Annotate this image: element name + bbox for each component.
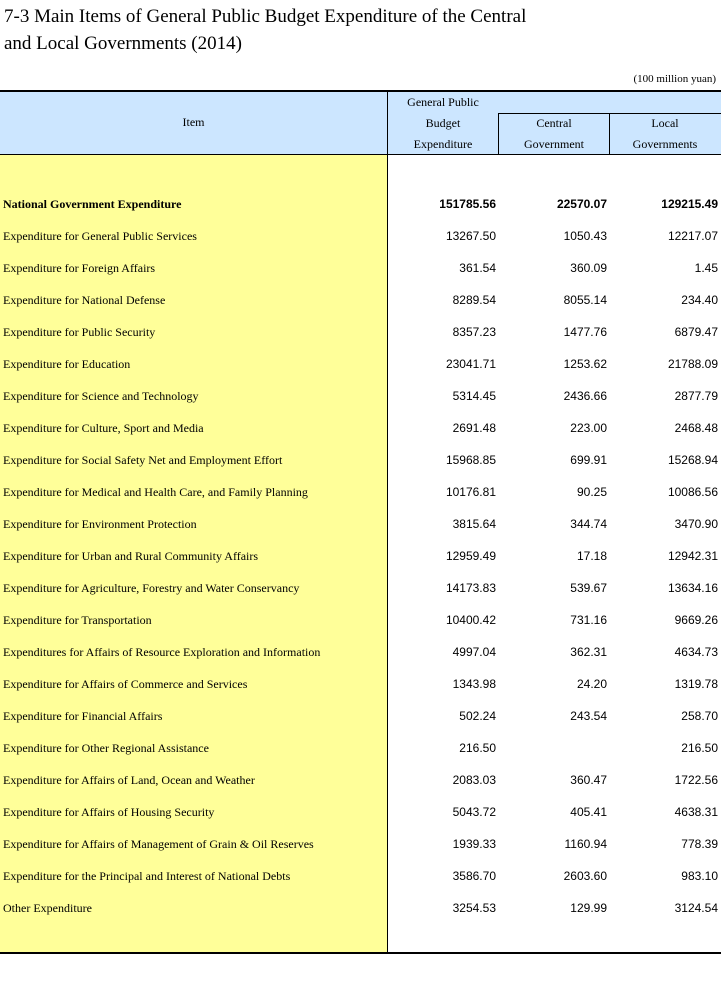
title-line-1: 7-3 Main Items of General Public Budget Expenditure of the Central	[4, 6, 527, 27]
row-item-label: Expenditure for Financial Affairs	[3, 709, 163, 723]
row-total-value: 12959.49	[445, 549, 496, 563]
header-item: Item	[182, 115, 205, 129]
row-local-value: 4634.73	[674, 645, 718, 659]
header-total-line-3: Expenditure	[413, 137, 473, 151]
row-local-value: 129215.49	[661, 197, 718, 211]
header-total	[388, 92, 498, 155]
row-central-value: 539.67	[570, 581, 607, 595]
row-central-value: 8055.14	[563, 293, 607, 307]
row-central-value: 2436.66	[563, 389, 607, 403]
page-title	[4, 3, 526, 57]
row-local-value: 13634.16	[667, 581, 718, 595]
table-row	[0, 540, 721, 572]
row-local-value: 3470.90	[674, 517, 718, 531]
row-central-value: 1253.62	[563, 357, 607, 371]
row-item-label: Expenditure for Agriculture, Forestry and Water Conservancy	[3, 581, 300, 595]
row-item-label: Expenditure for Culture, Sport and Media	[3, 421, 204, 435]
header-total-line-1: General Public	[407, 95, 479, 109]
row-total-value: 3254.53	[452, 901, 496, 915]
header-local-line-1: Local	[651, 116, 679, 130]
row-item-label: Expenditure for Social Safety Net and Employment Effort	[3, 453, 283, 467]
row-total-value: 2083.03	[452, 773, 496, 787]
header-vline-3	[609, 113, 610, 154]
row-central-value: 17.18	[576, 549, 607, 563]
row-item-label: Expenditure for Public Security	[3, 325, 156, 339]
row-local-value: 12942.31	[667, 549, 718, 563]
table-row	[0, 572, 721, 604]
row-local-value: 216.50	[681, 741, 718, 755]
header-central-line-1: Central	[536, 116, 572, 130]
row-item-label: Expenditure for National Defense	[3, 293, 166, 307]
table-row	[0, 604, 721, 636]
row-total-value: 23041.71	[445, 357, 496, 371]
row-total-value: 15968.85	[445, 453, 496, 467]
row-central-value: 344.74	[570, 517, 607, 531]
row-item-label: Expenditure for Transportation	[3, 613, 152, 627]
row-central-value: 243.54	[570, 709, 607, 723]
header-total-line-2: Budget	[425, 116, 461, 130]
row-local-value: 6879.47	[674, 325, 718, 339]
table-row	[0, 732, 721, 764]
table-row	[0, 284, 721, 316]
unit-label: (100 million yuan)	[633, 73, 716, 85]
row-central-value: 360.47	[570, 773, 607, 787]
row-total-value: 2691.48	[452, 421, 496, 435]
row-central-value: 731.16	[570, 613, 607, 627]
table-row	[0, 636, 721, 668]
row-item-label: Other Expenditure	[3, 901, 92, 915]
row-local-value: 1.45	[694, 261, 718, 275]
table-row	[0, 188, 721, 220]
row-local-value: 2468.48	[674, 421, 718, 435]
row-total-value: 5314.45	[452, 389, 496, 403]
table-row	[0, 252, 721, 284]
row-central-value: 405.41	[570, 805, 607, 819]
row-total-value: 361.54	[459, 261, 496, 275]
row-central-value: 223.00	[570, 421, 607, 435]
row-item-label: Expenditure for Medical and Health Care, and Family Planning	[3, 485, 308, 499]
row-local-value: 10086.56	[667, 485, 718, 499]
row-central-value: 1050.43	[563, 229, 607, 243]
row-total-value: 216.50	[459, 741, 496, 755]
row-local-value: 234.40	[681, 293, 718, 307]
table-row	[0, 348, 721, 380]
header-local	[610, 113, 720, 155]
row-total-value: 13267.50	[445, 229, 496, 243]
row-local-value: 983.10	[681, 869, 718, 883]
row-central-value: 24.20	[576, 677, 607, 691]
row-item-label: Expenditure for Environment Protection	[3, 517, 197, 531]
row-item-label: Expenditure for Affairs of Land, Ocean and Weather	[3, 773, 255, 787]
header-vline-1	[387, 92, 388, 154]
header-vline-2	[498, 113, 499, 154]
table-body	[0, 155, 721, 952]
row-item-label: Expenditure for Other Regional Assistance	[3, 741, 209, 755]
table-row	[0, 892, 721, 924]
row-total-value: 151785.56	[439, 197, 496, 211]
table-row	[0, 220, 721, 252]
table-row	[0, 668, 721, 700]
row-total-value: 3815.64	[452, 517, 496, 531]
table-header	[0, 92, 721, 155]
budget-table	[0, 90, 721, 954]
row-total-value: 5043.72	[452, 805, 496, 819]
row-item-label: Expenditure for Education	[3, 357, 131, 371]
row-local-value: 15268.94	[667, 453, 718, 467]
row-item-label: Expenditure for Affairs of Management of Grain & Oil Reserves	[3, 837, 314, 851]
row-item-label: Expenditure for Science and Technology	[3, 389, 199, 403]
row-local-value: 4638.31	[674, 805, 718, 819]
table-row	[0, 316, 721, 348]
row-item-label: Expenditures for Affairs of Resource Exploration and Information	[3, 645, 321, 659]
row-local-value: 9669.26	[674, 613, 718, 627]
header-central	[499, 113, 609, 155]
row-total-value: 4997.04	[452, 645, 496, 659]
row-local-value: 258.70	[681, 709, 718, 723]
header-local-line-2: Governments	[632, 137, 698, 151]
row-total-value: 3586.70	[452, 869, 496, 883]
table-row	[0, 700, 721, 732]
table-row	[0, 860, 721, 892]
table-row	[0, 476, 721, 508]
row-local-value: 1722.56	[674, 773, 718, 787]
header-central-line-2: Government	[524, 137, 584, 151]
row-central-value: 1477.76	[563, 325, 607, 339]
row-local-value: 21788.09	[667, 357, 718, 371]
row-item-label: Expenditure for Affairs of Commerce and Services	[3, 677, 248, 691]
table-row	[0, 828, 721, 860]
row-local-value: 2877.79	[674, 389, 718, 403]
table-row	[0, 764, 721, 796]
row-total-value: 1343.98	[452, 677, 496, 691]
row-total-value: 8289.54	[452, 293, 496, 307]
row-total-value: 10400.42	[445, 613, 496, 627]
row-item-label: Expenditure for Foreign Affairs	[3, 261, 156, 275]
row-central-value: 699.91	[570, 453, 607, 467]
row-total-value: 14173.83	[445, 581, 496, 595]
row-local-value: 3124.54	[674, 901, 718, 915]
row-central-value: 22570.07	[556, 197, 607, 211]
table-row	[0, 796, 721, 828]
row-item-label: Expenditure for Affairs of Housing Security	[3, 805, 215, 819]
table-row	[0, 412, 721, 444]
row-central-value: 129.99	[570, 901, 607, 915]
row-central-value: 2603.60	[563, 869, 607, 883]
row-central-value: 360.09	[570, 261, 607, 275]
row-item-label: Expenditure for General Public Services	[3, 229, 197, 243]
row-item-label: Expenditure for the Principal and Interest of National Debts	[3, 869, 291, 883]
row-item-label: National Government Expenditure	[3, 197, 182, 211]
row-central-value: 362.31	[570, 645, 607, 659]
row-total-value: 502.24	[459, 709, 496, 723]
row-central-value: 1160.94	[564, 837, 607, 851]
row-local-value: 12217.07	[667, 229, 718, 243]
row-total-value: 10176.81	[445, 485, 496, 499]
row-total-value: 8357.23	[452, 325, 496, 339]
table-row	[0, 380, 721, 412]
row-local-value: 1319.78	[674, 677, 718, 691]
row-local-value: 778.39	[681, 837, 718, 851]
title-line-2: and Local Governments (2014)	[4, 33, 242, 54]
row-item-label: Expenditure for Urban and Rural Community Affairs	[3, 549, 259, 563]
row-central-value: 90.25	[576, 485, 607, 499]
table-row	[0, 508, 721, 540]
row-total-value: 1939.33	[452, 837, 496, 851]
table-row	[0, 444, 721, 476]
